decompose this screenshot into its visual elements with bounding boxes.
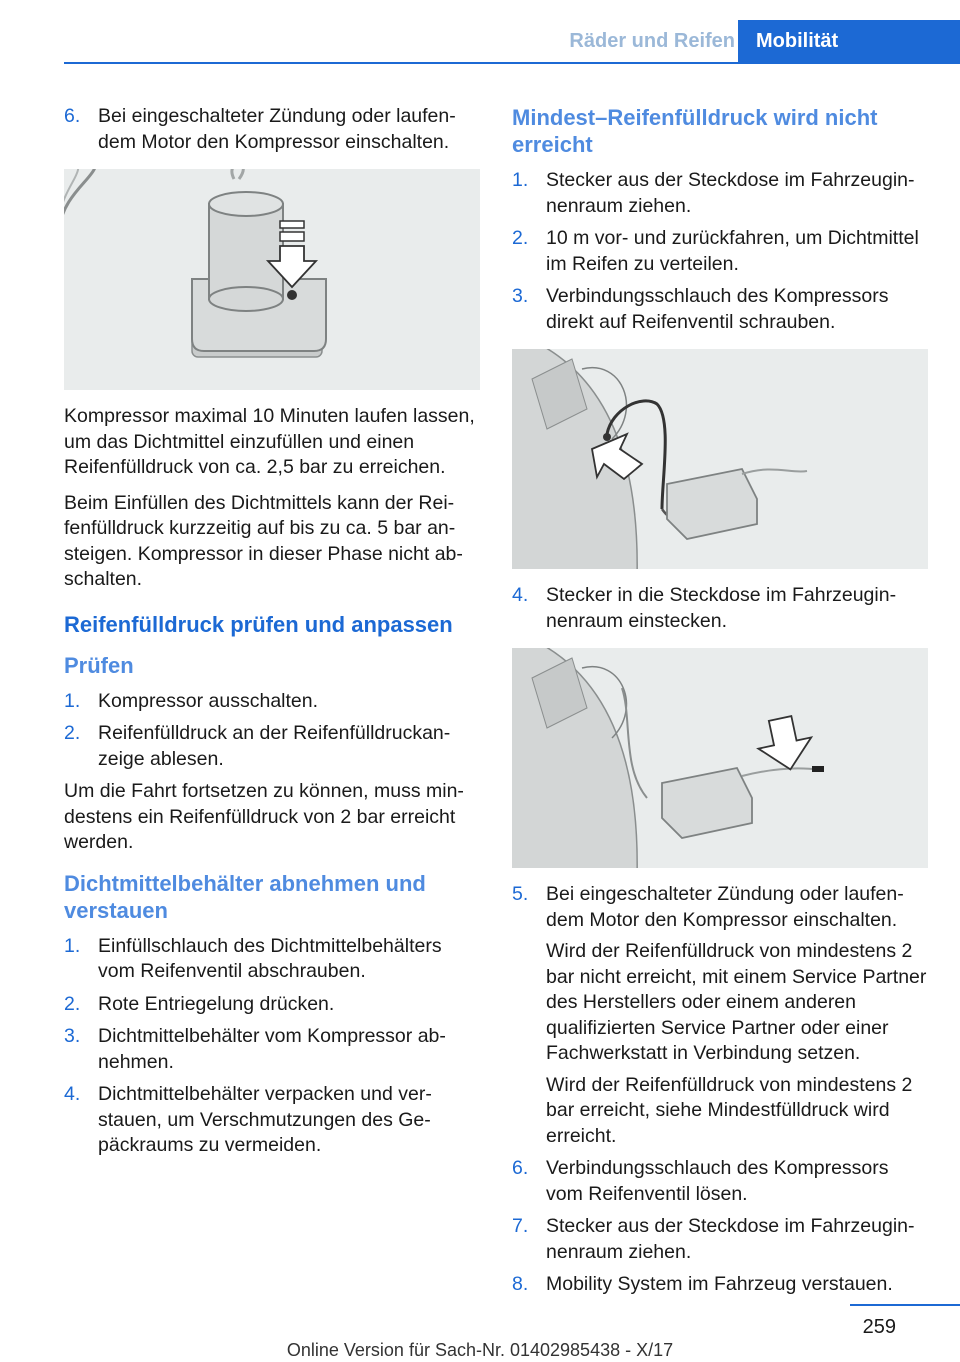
step-number: 1. — [64, 934, 81, 957]
left-column — [64, 104, 480, 1166]
step-text: 10 m vor- und zurückfahren, um Dichtmittel im Reifen zu verteilen. — [546, 227, 919, 275]
step-number: 2. — [64, 992, 81, 1015]
list-item — [512, 1156, 928, 1207]
step-text: Einfüllschlauch des Dichtmittelbehälters vom Reifenventil abschrauben. — [98, 934, 442, 982]
list-item — [64, 1082, 480, 1159]
remove-step-list — [64, 934, 480, 1159]
step-number: 7. — [512, 1215, 529, 1237]
list-item — [512, 284, 928, 335]
step-number: 2. — [512, 227, 529, 249]
header-rule — [64, 62, 960, 64]
step-number: 6. — [64, 105, 81, 127]
list-item — [64, 689, 480, 715]
step-text: Stecker aus der Steckdose im Fahrzeuginnenraum ziehen. — [546, 1215, 915, 1263]
list-item — [64, 934, 480, 985]
figure-plug-in-socket — [512, 648, 928, 868]
section-heading: Reifenfülldruck prüfen und anpassen — [64, 611, 453, 637]
list-item — [512, 226, 928, 277]
list-item — [64, 721, 480, 772]
step-note: Wird der Reifenfülldruck von mindestens 2 bar nicht erreicht, mit einem Service Partner des Herstellers oder einem anderen qualifizierten Service Partner oder einer Fachwerkstatt in Verbindung setzen. — [546, 940, 927, 1064]
list-item — [512, 1214, 928, 1265]
section-heading-min-pressure: Mindest–Reifenfülldruck wird nicht erreicht — [512, 105, 878, 157]
list-item — [512, 168, 928, 219]
list-item — [512, 882, 928, 1149]
figure-compressor-switch-on — [64, 169, 480, 390]
check-step-list — [64, 689, 480, 773]
step-text: Mobility System im Fahrzeug verstauen. — [546, 1273, 893, 1295]
list-item — [512, 583, 928, 634]
list-item — [512, 1272, 928, 1298]
list-item — [64, 104, 480, 155]
page-header — [0, 0, 960, 62]
step-text: Kompressor ausschalten. — [98, 689, 319, 712]
step-number: 1. — [64, 689, 81, 712]
step-number: 3. — [64, 1025, 81, 1047]
step-list — [64, 104, 480, 155]
step-note: Wird der Reifenfülldruck von mindestens 2 bar erreicht, siehe Mindestfülldruck wird erreicht. — [546, 1073, 913, 1147]
step-number: 6. — [512, 1157, 529, 1179]
page-number: 259 — [862, 1316, 896, 1338]
step-text: Verbindungsschlauch des Kompressors direkt auf Reifenventil schrauben. — [546, 285, 889, 333]
step-text: Bei eingeschalteter Zündung oder laufendem Motor den Kompressor einschalten. — [546, 883, 904, 931]
section-title: Räder und Reifen — [569, 30, 735, 52]
step-number: 1. — [512, 169, 529, 191]
step-list-b — [512, 583, 928, 634]
step-number: 4. — [512, 584, 529, 606]
step-text: Dichtmittelbehälter verpacken und verstauen, um Verschmutzungen des Gepäckraums zu vermeiden. — [98, 1083, 432, 1156]
paragraph: Beim Einfüllen des Dichtmittels kann der Reifenfülldruck kurzzeitig auf bis zu ca. 5 bar ansteigen. Kompressor in dieser Phase nicht abschalten. — [64, 491, 463, 590]
footer-rule — [850, 1304, 960, 1306]
step-number: 8. — [512, 1273, 529, 1295]
compressor-illustration — [64, 169, 480, 390]
wheel-hose-illustration — [512, 349, 928, 569]
step-text: Rote Entriegelung drücken. — [98, 992, 335, 1015]
paragraph: Um die Fahrt fortsetzen zu können, muss mindestens ein Reifenfülldruck von 2 bar erreicht werden. — [64, 780, 464, 853]
step-number: 2. — [64, 722, 81, 744]
wheel-plug-illustration — [512, 648, 928, 868]
step-text: Stecker in die Steckdose im Fahrzeuginnenraum einstecken. — [546, 584, 897, 632]
figure-hose-on-valve — [512, 349, 928, 569]
step-number: 4. — [64, 1083, 81, 1105]
subsection-heading-remove: Dichtmittelbehälter abnehmen und verstauen — [64, 870, 426, 923]
subsection-heading-check: Prüfen — [64, 652, 134, 678]
step-text: Reifenfülldruck an der Reifenfülldruckanzeige ablesen. — [98, 722, 451, 770]
step-text: Verbindungsschlauch des Kompressors vom Reifenventil lösen. — [546, 1157, 889, 1205]
step-list-c — [512, 882, 928, 1298]
online-version-note: Online Version für Sach-Nr. 01402985438 - X/17 — [286, 1340, 674, 1360]
right-column — [512, 104, 928, 1305]
step-number: 3. — [512, 285, 529, 307]
list-item — [64, 1024, 480, 1075]
step-list-a — [512, 168, 928, 335]
paragraph: Kompressor maximal 10 Minuten laufen lassen, um das Dichtmittel einzufüllen und einen Reifenfülldruck von ca. 2,5 bar zu erreichen. — [64, 405, 475, 478]
chapter-tab-label: Mobilität — [756, 29, 839, 52]
list-item — [64, 992, 480, 1018]
step-text: Stecker aus der Steckdose im Fahrzeuginnenraum ziehen. — [546, 169, 915, 217]
step-text: Dichtmittelbehälter vom Kompressor abnehmen. — [98, 1025, 446, 1073]
step-text: Bei eingeschalteter Zündung oder laufendem Motor den Kompressor einschalten. — [98, 105, 456, 153]
step-number: 5. — [512, 883, 529, 905]
chapter-tab — [738, 20, 960, 62]
